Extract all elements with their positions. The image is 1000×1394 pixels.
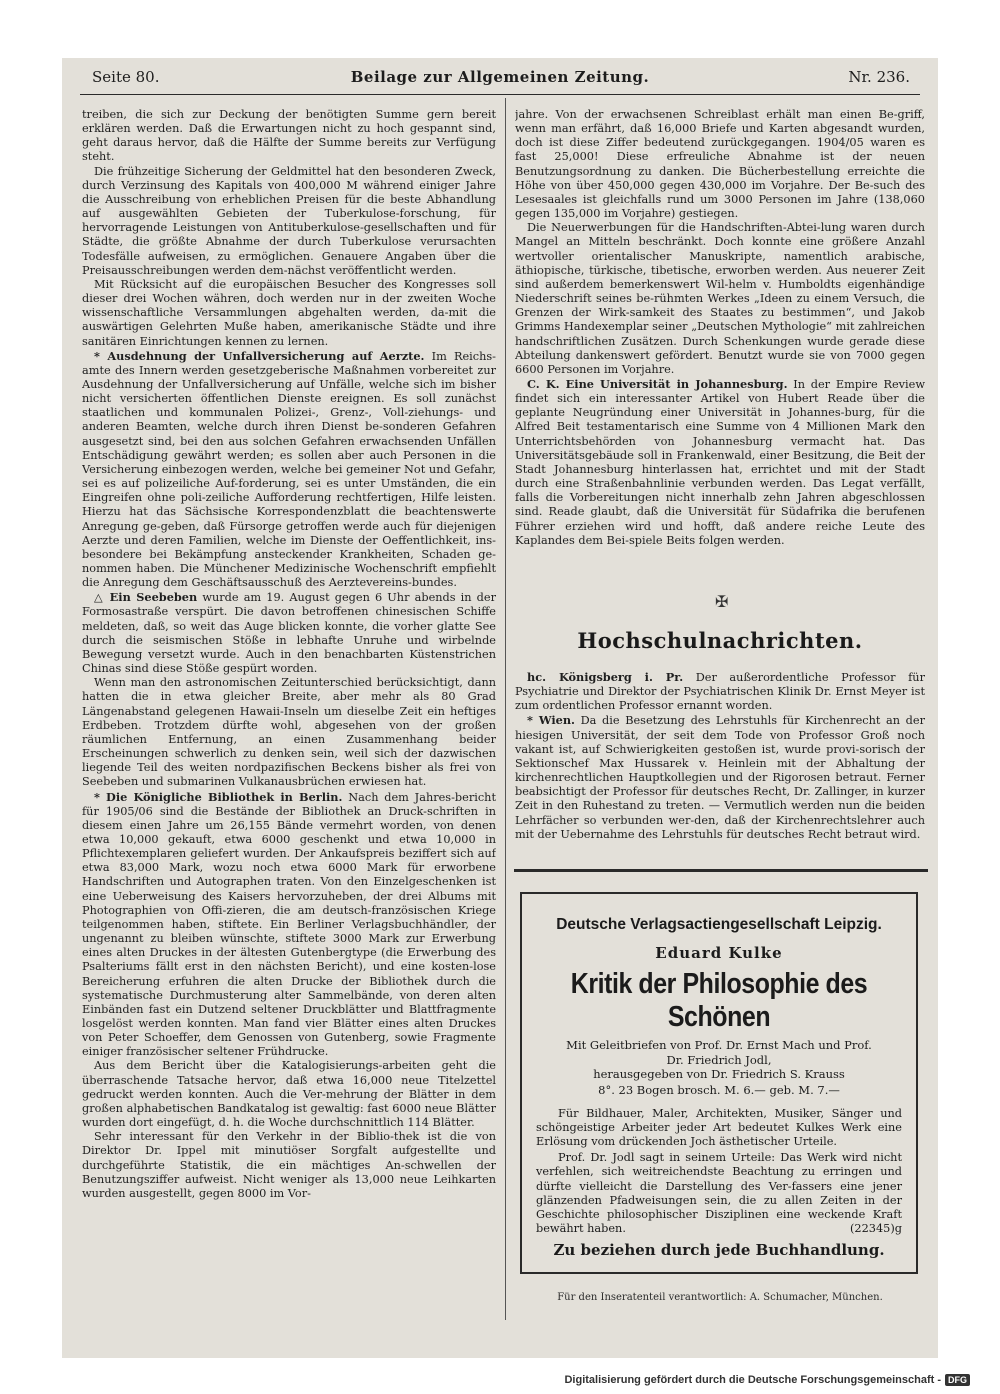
- paragraph: jahre. Von der erwachsenen Schreiblast erhält man einen Be-griff, wenn man erfährt, daß 16,000 Briefe und Karten abgesandt wurden, doch ist diese Ziffer bedeutend zurückgegangen. 1904/05 waren es fast 25,000! Diese erfreuliche Abnahme ist der neuen Benutzungsordnung zu danken. Die Bücherbestellung erreichte die Höhe von über 450,000 gegen 430,000 im Vorjahre. Der Be-such des Lesesaales ist gleichfalls rund um 3000 Personen im Jahre (138,060 gegen 135,000 im Vorjahre) gestiegen.: [515, 108, 925, 221]
- ad-call-to-action: Zu beziehen durch jede Buchhandlung.: [553, 1241, 885, 1260]
- article-koenigsberg: [515, 670, 925, 713]
- digitization-note: [564, 1374, 970, 1386]
- paragraph: Sehr interessant für den Verkehr in der Biblio-thek ist die von Direktor Dr. Ippel mit minutiöser Sorgfalt aufgestellte und durchgeführte Statistik, die ein mächtiges An-schwellen der Benutzungsziffer aufweist. Nicht weniger als 13,000 neue Leihkarten wurden ausgestellt, gegen 8000 im Vor-: [82, 1130, 496, 1200]
- footer-note: Für den Inseratenteil verantwortlich: A. Schumacher, München.: [557, 1292, 883, 1303]
- article-body: Der außerordentliche Professor für Psychiatrie und Direktor der Psychiatrischen Klinik Dr. Ernst Meyer ist zum ordentlichen Professor ernannt worden.: [515, 671, 925, 713]
- ad-subtitle-2: Dr. Friedrich Jodl,: [666, 1052, 772, 1067]
- page-header: [80, 64, 920, 92]
- paragraph: Die frühzeitige Sicherung der Geldmittel hat den besonderen Zweck, durch Verzinsung des Kapitals von 400,000 M während einiger Jahre die Ausschreibung von erheblichen Preisen für die beste Abhandlung auf ausgewählten Gebieten der Tuberkulose-forschung, für hervorragende Leistungen von Antituberkulose-gesellschaften und für Städte, die größte Abnahme der durch Tuberkulose verursachten Todesfälle aufweisen, zu ermöglichen. Genauere Angaben über die Preisausschreibungen werden dem-nächst veröffentlicht werden.: [82, 164, 496, 277]
- issue-number: Nr. 236.: [848, 68, 910, 86]
- article-heading: C. K. Eine Universität in Johannesburg.: [527, 376, 788, 391]
- advertisement: [520, 892, 918, 1274]
- paragraph: Aus dem Bericht über die Katalogisierungs-arbeiten geht die überraschende Tatsache hervor, daß etwa 16,000 neue Titelzettel gedruckt werden konnten. Auch die Ver-mehrung der Blätter in dem großen alphabetischen Bandkatalog ist gewaltig: fast 6000 neue Blätter wurden dort eingefügt, d. h. die Woche durchschnittlich 114 Blätter.: [82, 1059, 496, 1130]
- article-body: Im Reichs-amte des Innern werden gesetzgeberische Maßnahmen vorbereitet zur Ausdehnung der Unfallversicherung auf Unfälle, welche sich im bisher nicht versicherten öffentlichen Dienste ereignen. Es soll zunächst staatlichen und kommunalen Polizei-, Grenz-, Voll-ziehungs- und anderen Beamten, welche durch ihren Dienst be-sonderen Gefahren ausgesetzt sind, bei den aus solchen Gefahren erwachsenden Unfällen Entschädigung gewährt werden; es sollen aber auch Personen in die Versicherung einbezogen werden, welche bei gemeiner Not und Gefahr, sei es auf polizeiliche Auf-forderung, sei es unter Umständen, die ein Eingreifen ohne poli-zeiliche Aufforderung rechtfertigen, Hilfe leisten. Hierzu hat das Sächsische Korrespondenzblatt die beachtenswerte Anregung ge-geben, daß Fürsorge getroffen werde auch für diejenigen Aerzte und deren Familien, welche im Dienste der Oeffentlichkeit, ins-besondere bei Bekämpfung ansteckender Krankheiten, Schaden ge-nommen haben. Die Münchener Medizinische Wochenschrift empfiehlt die Anregung dem Geschäftsausschuß des Aerztevereins-bundes.: [82, 349, 496, 590]
- article-body: Nach dem Jahres-bericht für 1905/06 sind die Bestände der Bibliothek an Druck-schriften in diesem einen Jahre um 26,155 Bände vermehrt worden, von denen etwa 10,000 gekauft, etwa 6000 geschenkt und etwa 10,000 in Pflichtexemplaren geliefert wurden. Der Ankaufspreis beziffert sich auf etwa 83,000 Mark, wozu noch etwa 6000 Mark für erworbene Handschriften und Autographen traten. Von den Einzelgeschenken ist eine Ueberweisung des Kaisers hervorzuheben, der drei Albums mit Photographien von Offi-zieren, die am deutsch-französischen Kriege teilgenommen haben, stiftete. Ein Berliner Verlagsbuchhändler, der ungenannt zu bleiben wünschte, stiftete 3000 Mark zur Erwerbung eines alten Druckes in der ältesten Gutenbergtype (die Erwerbung des Psalteriums fällt erst in den nächsten Bericht), und eine kosten-lose Bereicherung erfuhren die alten Drucke der Bibliothek durch die systematische Durchmusterung alter Sammelbände, von deren alten Einbänden fast ein Dutzend seltener Druckblätter und Blattfragmente losgelöst werden konnten. Man fand vier Blätter eines alten Druckes von Peter Schoeffer, dem Genossen von Gutenberg, sowie Fragmente einiger französischer seltener Frühdrucke.: [82, 790, 496, 1059]
- publication-title: Beilage zur Allgemeinen Zeitung.: [350, 68, 650, 86]
- ad-code: (22345)g: [850, 1222, 902, 1236]
- page-number: Seite 80.: [92, 68, 160, 86]
- article-aerzte: [82, 349, 496, 591]
- ad-editor: herausgegeben von Dr. Friedrich S. Krauss: [593, 1067, 845, 1081]
- ad-publisher: Deutsche Verlagsactiengesellschaft Leipzig.: [556, 916, 882, 933]
- ad-blurb: Für Bildhauer, Maler, Architekten, Musiker, Sänger und schöngeistige Arbeiter jeder Art bedeutet Kulkes Werk eine Erlösung vom drückenden Joch ästhetischer Urteile.: [536, 1106, 902, 1148]
- article-heading: * Wien.: [527, 713, 575, 728]
- left-column: [82, 108, 496, 1318]
- header-rule: [80, 94, 920, 95]
- article-body: Da die Besetzung des Lehrstuhls für Kirchenrecht an der hiesigen Universität, der seit dem Tode von Professor Groß noch vakant ist, auf Schwierigkeiten gestoßen ist, wurde provi-sorisch der Sektionschef Max Hussarek v. Heinlein mit der Abhaltung der kirchenrechtlichen Hauptkollegien und der Rigorosen betraut. Ferner beabsichtigt der Professor für deutsches Recht, Dr. Zallinger, in kurzer Zeit in den Ruhestand zu treten. — Vermutlich werden nun die beiden Lehrfächer so verbunden wer-den, daß der Kirchenrechtslehrer auch mit der Uebernahme des Lehrstuhls für deutsches Recht betraut wird.: [515, 714, 925, 841]
- advertisement-rule: [514, 869, 928, 872]
- article-wien: [515, 713, 925, 841]
- article-seebeben: [82, 590, 496, 676]
- right-column-hochschul: [515, 670, 925, 860]
- ad-author: Eduard Kulke: [655, 944, 783, 962]
- article-heading: △ Ein Seebeben: [94, 590, 198, 605]
- section-title: Hochschulnachrichten.: [577, 628, 863, 653]
- article-heading: * Ausdehnung der Unfallversicherung auf Aerzte.: [94, 348, 425, 363]
- digitization-text: Digitalisierung gefördert durch die Deutsche Forschungsgemeinschaft -: [564, 1374, 941, 1386]
- section-separator-icon: ✠: [715, 592, 729, 611]
- article-heading: hc. Königsberg i. Pr.: [527, 670, 684, 684]
- paragraph: Mit Rücksicht auf die europäischen Besucher des Kongresses soll dieser drei Wochen währen, doch werden nur in der zweiten Woche wissenschaftliche Versammlungen abgehalten werden, da-mit die auswärtigen Gelehrten Muße haben, amerikanische Städte und ihre sanitären Einrichtungen kennen zu lernen.: [82, 277, 496, 348]
- ad-quote: Prof. Dr. Jodl sagt in seinem Urteile: Das Werk wird nicht verfehlen, sich weitreichendste Beachtung zu erringen und dürfte vielleicht die Darstellung des Ver-fassers eine jener glänzenden Pfadweisungen sein, die zu allen Zeiten in der Geschichte philosophischer Disziplinen eine weckende Kraft bewährt haben.: [536, 1151, 902, 1236]
- column-separator: [505, 98, 506, 1320]
- ad-book-title: Kritik der Philosophie des Schönen: [570, 968, 868, 1033]
- paragraph: Die Neuerwerbungen für die Handschriften-Abtei-lung waren durch Mangel an Mitteln beschränkt. Doch konnte eine größere Anzahl wertvoller orientalischer Manuskripte, namentlich arabische, äthiopische, türkische, tibetische, erworben werden. Aus neuerer Zeit sind außerdem bemerkenswert Wil-helm v. Humboldts eigenhändige Niederschrift seines be-rühmten Werkes „Ideen zu einem Versuch, die Grenzen der Wirk-samkeit des Staates zu bestimmen“, und Jakob Grimms Handexemplar seiner „Deutschen Mythologie“ mit zahlreichen handschriftlichen Zusätzen. Durch Schenkungen wurde gerade diese Abteilung dankenswert gefördert. Benutzt wurde sie von 7000 gegen 6600 Personen im Vorjahre.: [515, 221, 925, 376]
- right-column-top: [515, 108, 925, 578]
- article-body: wurde am 19. August gegen 6 Uhr abends in der Formosastraße verspürt. Die davon betroffenen chinesischen Schiffe meldeten, daß, so weit das Auge blicken konnte, die vorher glatte See durch die seismischen Stöße in lebhafte Unruhe und wirbelnde Bewegung versetzt wurde. Auch in den benachbarten Küstenstrichen Chinas sind diese Stöße gespürt worden.: [82, 591, 496, 676]
- ad-price: 8°. 23 Bogen brosch. M. 6.— geb. M. 7.—: [598, 1082, 840, 1097]
- article-heading: * Die Königliche Bibliothek in Berlin.: [94, 789, 343, 804]
- ad-subtitle-1: Mit Geleitbriefen von Prof. Dr. Ernst Mach und Prof.: [566, 1038, 872, 1052]
- article-body: In der Empire Review findet sich ein interessanter Artikel von Hubert Reade über die geplante Neugründung einer Universität in Johannes-burg, für die Alfred Beit testamentarisch eine Summe von 4 Millionen Mark den Unterrichtsbehörden von Johannesburg vermacht hat. Das Universitätsgebäude soll in Frankenwald, einer Besitzung, die Beit der Stadt Johannesburg hinterlassen hat, errichtet und mit der Stadt durch eine Straßenbahnlinie verbunden werden. Das Legat verfällt, falls die Vorbereitungen nicht innerhalb zehn Jahren abgeschlossen sind. Reade glaubt, daß die Universität für Südafrika die berufenen Führer erziehen wird und hofft, daß andere reiche Leute des Kaplandes dem Bei-spiele Beits folgen werden.: [515, 377, 925, 547]
- article-johannesburg: [515, 377, 925, 548]
- dfg-logo-icon: DFG: [945, 1374, 970, 1386]
- article-bibliothek: [82, 790, 496, 1060]
- paragraph: Wenn man den astronomischen Zeitunterschied berücksichtigt, dann hatten die in etwa gleicher Breite, aber mehr als 80 Grad Längenabstand gelegenen Hawaii-Inseln um dieselbe Zeit ein heftiges Erdbeben. Trotzdem dürfte wohl, abgesehen von der großen räumlichen Entfernung, an einen Zusammenhang beider Erscheinungen schwerlich zu denken sein, weil sich der dazwischen liegende Teil des weiten nordpazifischen Beckens bisher als frei von Seebeben und submarinen Vulkanausbrüchen erwiesen hat.: [82, 676, 496, 789]
- paragraph: treiben, die sich zur Deckung der benötigten Summe gern bereit erklären werden. Daß die Erwartungen nicht zu hoch gespannt sind, geht daraus hervor, daß die Hälfte der Summe bereits zur Verfügung steht.: [82, 108, 496, 164]
